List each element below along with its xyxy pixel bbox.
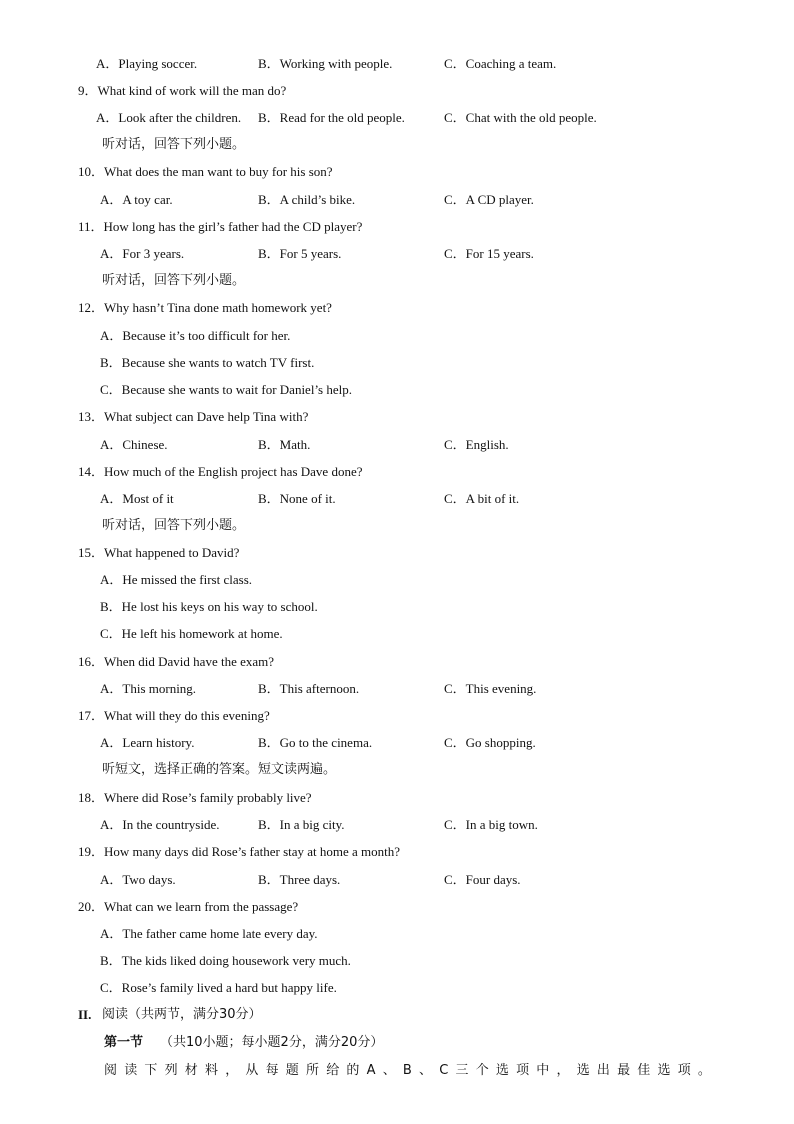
q14-option-c: C．A bit of it.: [444, 491, 520, 506]
q17-question: 17．What will they do this evening?: [78, 708, 270, 723]
listening-instruction: 听对话，回答下列小题。: [102, 137, 246, 152]
q12-option-a: A．Because it’s too difficult for her.: [100, 328, 291, 343]
q10-option-a: A．A toy car.: [100, 192, 173, 207]
q14-option-a: A．Most of it: [100, 491, 174, 506]
q14-option-b: B．None of it.: [258, 491, 336, 506]
q9-option-c: C．Chat with the old people.: [444, 110, 597, 125]
q13-option-a: A．Chinese.: [100, 437, 168, 452]
q15-question: 15．What happened to David?: [78, 545, 240, 560]
q9-option-b: B．Read for the old people.: [258, 110, 405, 125]
q19-question: 19．How many days did Rose’s father stay at home a month?: [78, 844, 401, 859]
q16-option-b: B．This afternoon.: [258, 681, 360, 696]
q12-option-c: C．Because she wants to wait for Daniel’s help.: [100, 382, 352, 397]
q13-option-b: B．Math.: [258, 437, 311, 452]
part-title: 第一节: [104, 1035, 144, 1050]
q15-option-a: A．He missed the first class.: [100, 572, 253, 587]
q17-option-c: C．Go shopping.: [444, 735, 536, 750]
q8-option-c: C．Coaching a team.: [444, 56, 557, 71]
q12-option-b: B．Because she wants to watch TV first.: [100, 355, 315, 370]
q16-option-a: A．This morning.: [100, 681, 197, 696]
q13-question: 13．What subject can Dave help Tina with?: [78, 409, 309, 424]
q20-option-b: B．The kids liked doing housework very much.: [100, 953, 351, 968]
q11-option-a: A．For 3 years.: [100, 246, 185, 261]
q18-option-a: A．In the countryside.: [100, 817, 220, 832]
section-title: 阅读（共两节，满分30分）: [102, 1007, 262, 1022]
q17-option-b: B．Go to the cinema.: [258, 735, 373, 750]
q19-option-a: A．Two days.: [100, 872, 176, 887]
q15-option-c: C．He left his homework at home.: [100, 626, 283, 641]
q11-question: 11．How long has the girl’s father had the CD player?: [78, 219, 363, 234]
q13-option-c: C．English.: [444, 437, 509, 452]
q16-question: 16．When did David have the exam?: [78, 654, 275, 669]
q11-option-b: B．For 5 years.: [258, 246, 342, 261]
q10-option-c: C．A CD player.: [444, 192, 534, 207]
q14-question: 14．How much of the English project has Dave done?: [78, 464, 363, 479]
q17-option-a: A．Learn history.: [100, 735, 195, 750]
section-number: II.: [78, 1007, 92, 1022]
q10-question: 10．What does the man want to buy for his son?: [78, 164, 333, 179]
q20-question: 20．What can we learn from the passage?: [78, 899, 299, 914]
reading-instruction: 阅读下列材料，从每题所给的A、B、C三个选项中，选出最佳选项。: [104, 1063, 719, 1078]
q12-question: 12．Why hasn’t Tina done math homework yet?: [78, 300, 332, 315]
q19-option-c: C．Four days.: [444, 872, 521, 887]
q16-option-c: C．This evening.: [444, 681, 537, 696]
q19-option-b: B．Three days.: [258, 872, 341, 887]
listening-instruction: 听对话，回答下列小题。: [102, 518, 246, 533]
q20-option-a: A．The father came home late every day.: [100, 926, 318, 941]
listening-instruction: 听对话，回答下列小题。: [102, 273, 246, 288]
q11-option-c: C．For 15 years.: [444, 246, 534, 261]
q9-option-a: A．Look after the children.: [96, 110, 242, 125]
q18-option-b: B．In a big city.: [258, 817, 345, 832]
q8-option-b: B．Working with people.: [258, 56, 393, 71]
q9-question: 9．What kind of work will the man do?: [78, 83, 287, 98]
part-description: （共10小题；每小题2分，满分20分）: [160, 1035, 384, 1050]
q18-option-c: C．In a big town.: [444, 817, 538, 832]
q10-option-b: B．A child’s bike.: [258, 192, 356, 207]
q15-option-b: B．He lost his keys on his way to school.: [100, 599, 318, 614]
q20-option-c: C．Rose’s family lived a hard but happy life.: [100, 980, 337, 995]
q18-question: 18．Where did Rose’s family probably live?: [78, 790, 312, 805]
passage-instruction: 听短文，选择正确的答案。短文读两遍。: [102, 762, 337, 777]
q8-option-a: A．Playing soccer.: [96, 56, 198, 71]
